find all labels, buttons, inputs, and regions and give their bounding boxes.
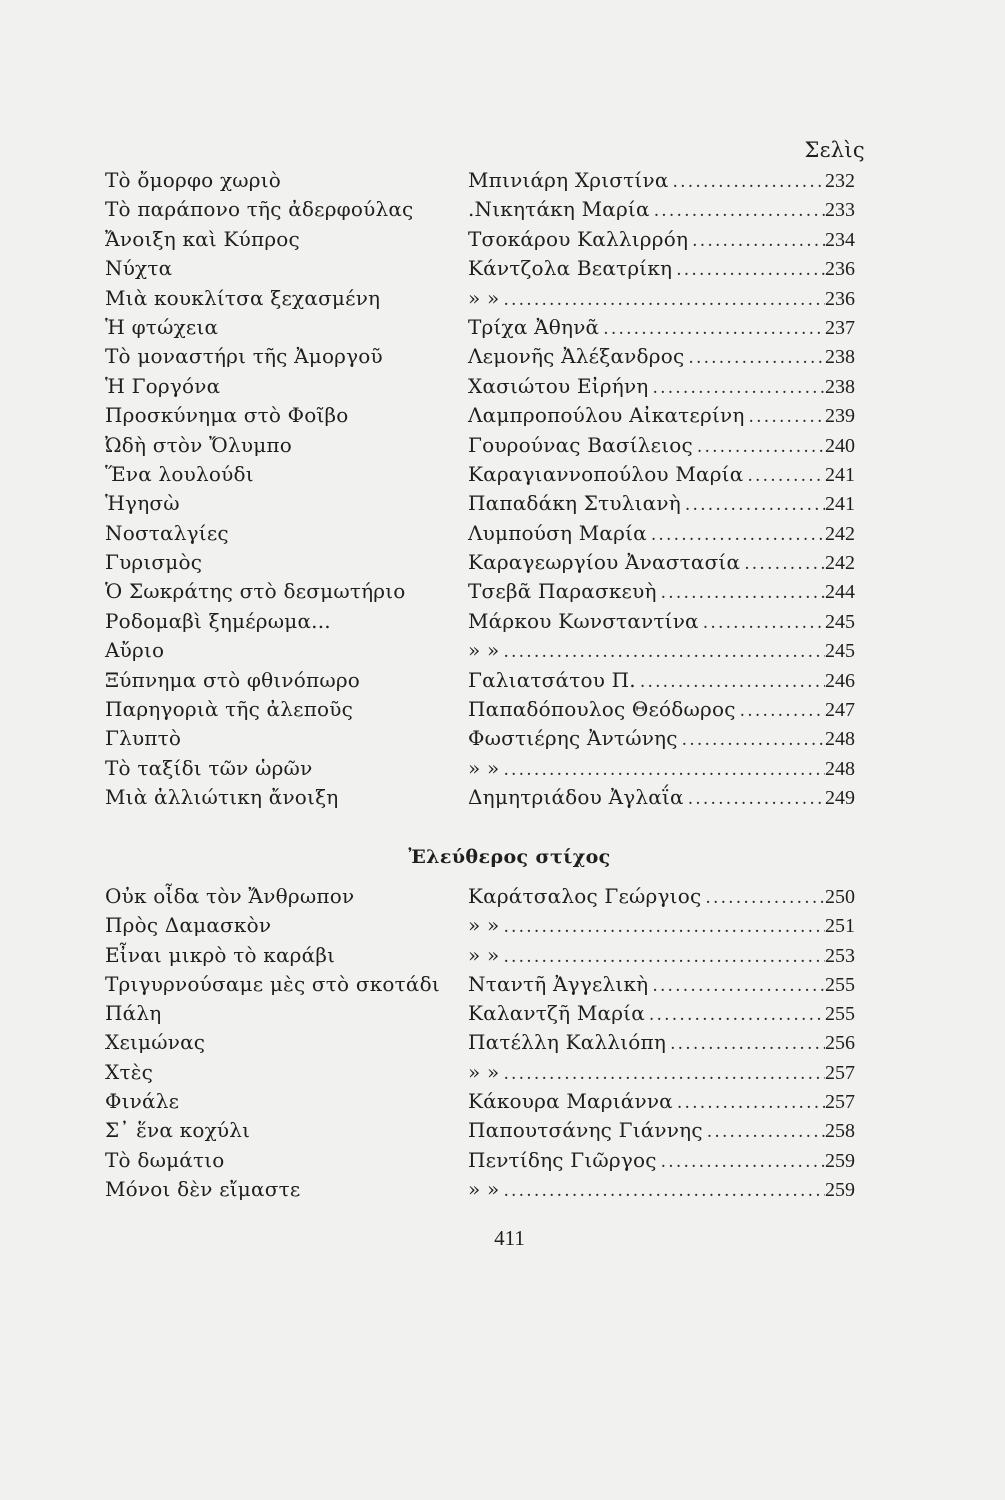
poem-author: Παπουτσάνης Γιάννης [468,1118,703,1143]
poem-author: Λεμονῆς Ἀλέξανδρος [468,344,685,369]
page-column-header: Σελὶς [804,138,865,162]
toc-entry [105,372,855,401]
section-heading-free-verse: Ἐλεύθερος στίχος [408,846,611,868]
author-cell [468,1116,855,1147]
poem-author: » » [468,755,500,780]
poem-author: Χασιώτου Εἰρήνη [468,373,649,398]
author-cell [468,431,855,462]
dot-leader [657,1148,825,1177]
poem-title: Πρὸς Δαμασκὸν [105,913,272,938]
author-cell [468,225,855,256]
poem-title: Χειμώνας [105,1030,206,1055]
dot-leader [499,286,825,315]
toc-entry [105,970,855,999]
page-number: 411 [494,1226,525,1250]
poem-author: Παπαδάκη Στυλιανὴ [468,491,681,516]
dot-leader [699,609,825,638]
toc-entry [105,754,855,783]
toc-entry [105,1028,855,1057]
author-cell [468,489,855,520]
author-cell [468,970,855,1001]
dot-leader [666,1030,825,1059]
poem-author: Καραγιαννοπούλου Μαρία [468,461,744,486]
poem-title: Τὸ ταξίδι τῶν ὡρῶν [105,755,313,780]
entry-page-number: 255 [825,973,855,996]
toc-entry [105,519,855,548]
poem-title: Τὸ ὄμορφο χωριὸ [105,168,282,192]
poem-author: Καλαντζῆ Μαρία [468,1001,645,1026]
entry-page-number: 258 [825,1120,855,1143]
poem-author: Νταντῆ Ἀγγελικὴ [468,971,649,996]
toc-entry [105,607,855,636]
toc-section-free-verse [105,882,855,1204]
dot-leader [499,1177,825,1206]
dot-leader [499,913,825,942]
poem-author: » » [468,285,500,310]
entry-page-number: 259 [825,1178,855,1201]
poem-title: Παρηγοριὰ τῆς ἀλεποῦς [105,697,354,722]
poem-title: Ἄνοιξη καὶ Κύπρος [105,226,300,251]
dot-leader [743,462,825,491]
author-cell [468,695,855,726]
poem-author: Κάντζολα Βεατρίκη [468,256,673,281]
author-cell [468,195,855,226]
poem-title: Μόνοι δὲν εἴμαστε [105,1176,301,1201]
poem-title: Ὠδὴ στὸν Ὄλυμπο [105,432,292,457]
entry-page-number: 246 [825,669,855,692]
toc-entry [105,999,855,1028]
poem-title: Ροδομαβὶ ξημέρωμα... [105,608,331,633]
author-cell [468,1028,855,1059]
poem-author: Τρίχα Ἀθηνᾶ [468,314,600,339]
entry-page-number: 248 [825,757,855,780]
toc-entry [105,401,855,430]
entry-page-number: 256 [825,1032,855,1055]
toc-section-verse [105,166,855,813]
toc-entry [105,489,855,518]
dot-leader [647,521,825,550]
entry-page-number: 259 [825,1149,855,1172]
dot-leader [684,344,825,373]
poem-author: » » [468,1176,500,1201]
poem-author: .Νικητάκη Μαρία [468,197,650,222]
dot-leader [736,697,825,726]
entry-page-number: 237 [825,316,855,339]
poem-title: Φινάλε [105,1089,180,1114]
dot-leader [745,403,825,432]
poem-author: Δημητριάδου Ἀγλαΐα [468,785,684,810]
dot-leader [645,1001,825,1030]
poem-title: Ἡγησὼ [105,491,180,516]
poem-author: Παπαδόπουλος Θεόδωρος [468,697,736,722]
author-cell [468,460,855,491]
dot-leader [499,756,825,785]
entry-page-number: 236 [825,258,855,281]
entry-page-number: 242 [825,552,855,575]
poem-title: Οὐκ οἶδα τὸν Ἄνθρωπον [105,884,355,908]
toc-entry [105,1087,855,1116]
dot-leader [678,726,825,755]
poem-author: » » [468,638,500,663]
poem-author: » » [468,942,500,967]
toc-entry [105,254,855,283]
entry-page-number: 242 [825,522,855,545]
poem-title: Γλυπτὸ [105,726,182,751]
poem-author: Μάρκου Κωνσταντίνα [468,608,699,633]
author-cell [468,519,855,550]
entry-page-number: 248 [825,728,855,751]
author-cell [468,342,855,373]
poem-author: Γουρούνας Βασίλειος [468,432,693,457]
toc-entry [105,724,855,753]
toc-entry [105,666,855,695]
dot-leader [657,579,825,608]
dot-leader [499,638,825,667]
toc-entry [105,1146,855,1175]
poem-author: Λυμπούση Μαρία [468,520,647,545]
author-cell [468,941,855,972]
entry-page-number: 244 [825,581,855,604]
poem-title: Νοσταλγίες [105,520,229,545]
poem-title: Αὔριο [105,638,165,663]
dot-leader [636,668,825,697]
author-cell [468,1058,855,1089]
toc-entry [105,431,855,460]
dot-leader [599,315,825,344]
entry-page-number: 240 [825,434,855,457]
toc-entry [105,166,855,195]
entry-page-number: 249 [825,787,855,810]
toc-entry [105,783,855,812]
poem-author: » » [468,913,500,938]
poem-author: Γαλιατσάτου Π. [468,667,636,692]
poem-title: Σ᾿ ἕνα κοχύλι [105,1118,251,1143]
entry-page-number: 241 [825,493,855,516]
poem-title: Ἡ φτώχεια [105,314,219,339]
poem-title: Τὸ παράπονο τῆς ἀδερφούλας [105,197,414,222]
toc-entry [105,1116,855,1145]
poem-title: Εἶναι μικρὸ τὸ καράβι [105,942,336,967]
dot-leader [693,433,825,462]
poem-author: Τσοκάρου Καλλιρρόη [468,226,689,251]
dot-leader [681,491,825,520]
author-cell [468,999,855,1030]
author-cell [468,666,855,697]
entry-page-number: 232 [825,170,855,192]
poem-author: Καραγεωργίου Ἀναστασία [468,550,741,575]
poem-title: Τὸ μοναστήρι τῆς Ἀμοργοῦ [105,344,383,369]
dot-leader [499,1060,825,1089]
poem-author: Φωστιέρης Ἀντώνης [468,726,678,751]
dot-leader [703,1118,825,1147]
toc-entry [105,911,855,940]
author-cell [468,754,855,785]
author-cell [468,166,855,197]
poem-author: Τσεβᾶ Παρασκευὴ [468,579,657,604]
poem-title: Προσκύνημα στὸ Φοῖβο [105,403,349,428]
poem-title: Ὁ Σωκράτης στὸ δεσμωτήριο [105,579,406,604]
entry-page-number: 245 [825,640,855,663]
dot-leader [701,884,825,913]
toc-entry [105,1175,855,1204]
poem-title: Ξύπνημα στὸ φθινόπωρο [105,667,361,692]
toc-entry [105,1058,855,1087]
author-cell [468,911,855,942]
author-cell [468,372,855,403]
author-cell [468,284,855,315]
poem-author: Μπινιάρη Χριστίνα [468,168,669,192]
dot-leader [649,374,826,403]
poem-title: Ἡ Γοργόνα [105,373,221,398]
author-cell [468,548,855,579]
poem-title: Μιὰ ἀλλιώτικη ἄνοιξη [105,785,339,810]
entry-page-number: 239 [825,405,855,428]
poem-title: Πάλη [105,1001,162,1026]
entry-page-number: 250 [825,886,855,908]
author-cell [468,882,855,913]
entry-page-number: 238 [825,375,855,398]
poem-title: Μιὰ κουκλίτσα ξεχασμένη [105,285,381,310]
toc-entry [105,882,855,911]
entry-page-number: 255 [825,1003,855,1026]
poem-title: Γυρισμὸς [105,550,203,575]
author-cell [468,313,855,344]
entry-page-number: 257 [825,1061,855,1084]
poem-author: Πεντίδης Γιῶργος [468,1147,657,1172]
dot-leader [648,972,825,1001]
entry-page-number: 238 [825,346,855,369]
toc-entry [105,577,855,606]
author-cell [468,636,855,667]
poem-author: Λαμπροπούλου Αἰκατερίνη [468,403,745,428]
toc-entry [105,195,855,224]
entry-page-number: 234 [825,228,855,251]
toc-entry [105,284,855,313]
author-cell [468,1175,855,1206]
toc-entry [105,460,855,489]
toc-entry [105,695,855,724]
entry-page-number: 257 [825,1091,855,1114]
author-cell [468,401,855,432]
author-cell [468,1146,855,1177]
poem-title: Χτὲς [105,1059,154,1084]
author-cell [468,577,855,608]
dot-leader [740,550,825,579]
author-cell [468,1087,855,1118]
poem-author: Κάκουρα Μαριάννα [468,1089,673,1114]
entry-page-number: 245 [825,610,855,633]
toc-entry [105,636,855,665]
dot-leader [499,943,825,972]
poem-title: Ἕνα λουλούδι [105,461,254,486]
poem-title: Τὸ δωμάτιο [105,1147,225,1172]
poem-author: Πατέλλη Καλλιόπη [468,1030,667,1055]
toc-entry [105,941,855,970]
dot-leader [673,1089,825,1118]
poem-author: Καράτσαλος Γεώργιος [468,884,702,908]
author-cell [468,607,855,638]
poem-author: » » [468,1059,500,1084]
toc-entry [105,313,855,342]
dot-leader [684,785,825,814]
poem-title: Τριγυρνούσαμε μὲς στὸ σκοτάδι [105,971,440,996]
author-cell [468,254,855,285]
entry-page-number: 236 [825,287,855,310]
poem-title: Νύχτα [105,256,173,281]
entry-page-number: 247 [825,699,855,722]
entry-page-number: 253 [825,944,855,967]
toc-entry [105,548,855,577]
toc-entry [105,225,855,254]
entry-page-number: 233 [825,199,855,222]
author-cell [468,783,855,814]
dot-leader [650,197,825,226]
entry-page-number: 241 [825,463,855,486]
dot-leader [669,168,825,197]
toc-entry [105,342,855,371]
author-cell [468,724,855,755]
dot-leader [688,227,825,256]
dot-leader [672,256,825,285]
entry-page-number: 251 [825,915,855,938]
